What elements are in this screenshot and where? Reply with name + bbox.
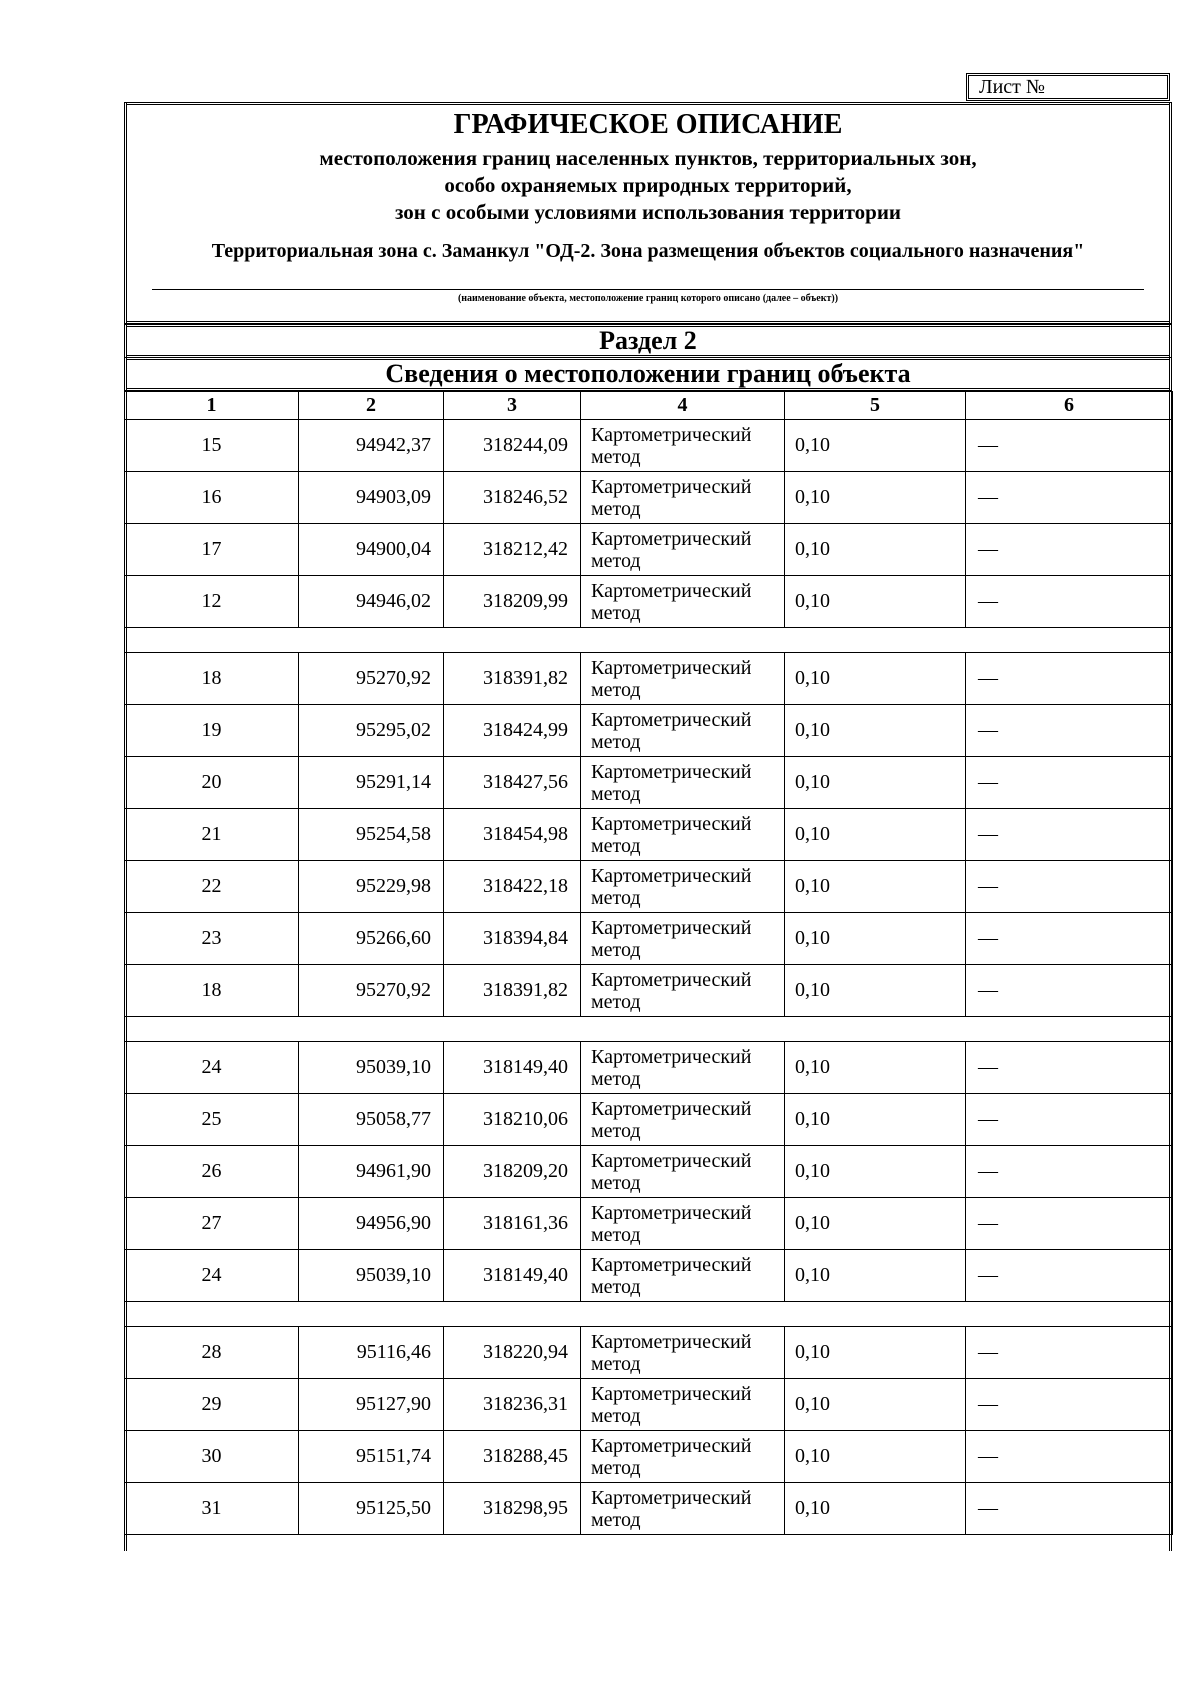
y-coordinate-cell: 318236,31 <box>444 1379 581 1431</box>
y-coordinate-cell: 318391,82 <box>444 965 581 1017</box>
subtitle-line: местоположения границ населенных пунктов, территориальных зон, <box>319 146 977 170</box>
method-cell: Картометрический метод <box>581 1094 785 1146</box>
table-row <box>125 861 1173 913</box>
method-cell: Картометрический метод <box>581 757 785 809</box>
point-number-cell: 29 <box>125 1379 299 1431</box>
accuracy-cell: 0,10 <box>785 1483 966 1535</box>
table-row <box>125 1483 1173 1535</box>
point-number-cell: 12 <box>125 576 299 628</box>
y-coordinate-cell: 318288,45 <box>444 1431 581 1483</box>
description-cell: — <box>966 1198 1173 1250</box>
point-number-cell: 26 <box>125 1146 299 1198</box>
contour-separator-row <box>125 1302 1173 1327</box>
y-coordinate-cell: 318149,40 <box>444 1042 581 1094</box>
accuracy-cell: 0,10 <box>785 1250 966 1302</box>
y-coordinate-cell: 318454,98 <box>444 809 581 861</box>
y-coordinate-cell: 318220,94 <box>444 1327 581 1379</box>
accuracy-cell: 0,10 <box>785 861 966 913</box>
section-subtitle: Сведения о местоположении границ объекта <box>124 357 1172 391</box>
x-coordinate-cell: 95229,98 <box>299 861 444 913</box>
y-coordinate-cell: 318149,40 <box>444 1250 581 1302</box>
method-cell: Картометрический метод <box>581 861 785 913</box>
accuracy-cell: 0,10 <box>785 965 966 1017</box>
y-coordinate-cell: 318391,82 <box>444 653 581 705</box>
table-row <box>125 420 1173 472</box>
table-row <box>125 524 1173 576</box>
table-row <box>125 576 1173 628</box>
description-cell: — <box>966 809 1173 861</box>
point-number-cell: 28 <box>125 1327 299 1379</box>
point-number-cell: 18 <box>125 653 299 705</box>
separator-cell <box>125 628 1173 653</box>
table-row <box>125 913 1173 965</box>
accuracy-cell: 0,10 <box>785 420 966 472</box>
method-cell: Картометрический метод <box>581 913 785 965</box>
description-cell: — <box>966 576 1173 628</box>
point-number-cell: 20 <box>125 757 299 809</box>
x-coordinate-cell: 95270,92 <box>299 965 444 1017</box>
y-coordinate-cell: 318244,09 <box>444 420 581 472</box>
accuracy-cell: 0,10 <box>785 1327 966 1379</box>
document-subtitle <box>127 145 1169 226</box>
separator-cell <box>125 1017 1173 1042</box>
y-coordinate-cell: 318427,56 <box>444 757 581 809</box>
point-number-cell: 15 <box>125 420 299 472</box>
y-coordinate-cell: 318209,99 <box>444 576 581 628</box>
y-coordinate-cell: 318424,99 <box>444 705 581 757</box>
description-cell: — <box>966 1327 1173 1379</box>
method-cell: Картометрический метод <box>581 1146 785 1198</box>
table-row <box>125 472 1173 524</box>
method-cell: Картометрический метод <box>581 653 785 705</box>
accuracy-cell: 0,10 <box>785 913 966 965</box>
x-coordinate-cell: 95151,74 <box>299 1431 444 1483</box>
method-cell: Картометрический метод <box>581 1379 785 1431</box>
x-coordinate-cell: 94946,02 <box>299 576 444 628</box>
x-coordinate-cell: 95127,90 <box>299 1379 444 1431</box>
description-cell: — <box>966 1094 1173 1146</box>
column-header: 4 <box>581 392 785 420</box>
point-number-cell: 23 <box>125 913 299 965</box>
method-cell: Картометрический метод <box>581 809 785 861</box>
document-header <box>124 102 1172 324</box>
x-coordinate-cell: 94961,90 <box>299 1146 444 1198</box>
x-coordinate-cell: 95058,77 <box>299 1094 444 1146</box>
method-cell: Картометрический метод <box>581 1250 785 1302</box>
point-number-cell: 16 <box>125 472 299 524</box>
accuracy-cell: 0,10 <box>785 809 966 861</box>
table-row <box>125 1250 1173 1302</box>
y-coordinate-cell: 318298,95 <box>444 1483 581 1535</box>
description-cell: — <box>966 1042 1173 1094</box>
table-row <box>125 1198 1173 1250</box>
point-number-cell: 18 <box>125 965 299 1017</box>
description-cell: — <box>966 913 1173 965</box>
description-cell: — <box>966 524 1173 576</box>
x-coordinate-cell: 95125,50 <box>299 1483 444 1535</box>
method-cell: Картометрический метод <box>581 705 785 757</box>
table-row <box>125 1146 1173 1198</box>
point-number-cell: 24 <box>125 1250 299 1302</box>
point-number-cell: 30 <box>125 1431 299 1483</box>
description-cell: — <box>966 1379 1173 1431</box>
accuracy-cell: 0,10 <box>785 576 966 628</box>
table-row <box>125 653 1173 705</box>
table-row <box>125 705 1173 757</box>
object-name: Территориальная зона с. Заманкул "ОД-2. Зона размещения объектов социального назначения" <box>211 240 1085 262</box>
x-coordinate-cell: 95291,14 <box>299 757 444 809</box>
sheet-number-label: Лист № <box>979 76 1045 98</box>
x-coordinate-cell: 95266,60 <box>299 913 444 965</box>
table-row <box>125 1379 1173 1431</box>
x-coordinate-cell: 95039,10 <box>299 1042 444 1094</box>
section-title: Раздел 2 <box>124 324 1172 358</box>
point-number-cell: 21 <box>125 809 299 861</box>
subtitle-line: особо охраняемых природных территорий, <box>444 173 852 197</box>
accuracy-cell: 0,10 <box>785 1146 966 1198</box>
table-row <box>125 809 1173 861</box>
accuracy-cell: 0,10 <box>785 653 966 705</box>
method-cell: Картометрический метод <box>581 524 785 576</box>
y-coordinate-cell: 318209,20 <box>444 1146 581 1198</box>
x-coordinate-cell: 95039,10 <box>299 1250 444 1302</box>
column-header: 6 <box>966 392 1173 420</box>
y-coordinate-cell: 318246,52 <box>444 472 581 524</box>
column-header: 5 <box>785 392 966 420</box>
description-cell: — <box>966 1250 1173 1302</box>
point-number-cell: 27 <box>125 1198 299 1250</box>
point-number-cell: 17 <box>125 524 299 576</box>
accuracy-cell: 0,10 <box>785 757 966 809</box>
description-cell: — <box>966 861 1173 913</box>
x-coordinate-cell: 95254,58 <box>299 809 444 861</box>
description-cell: — <box>966 653 1173 705</box>
point-number-cell: 24 <box>125 1042 299 1094</box>
description-cell: — <box>966 420 1173 472</box>
y-coordinate-cell: 318210,06 <box>444 1094 581 1146</box>
x-coordinate-cell: 95270,92 <box>299 653 444 705</box>
contour-separator-row <box>125 1017 1173 1042</box>
y-coordinate-cell: 318161,36 <box>444 1198 581 1250</box>
method-cell: Картометрический метод <box>581 1483 785 1535</box>
accuracy-cell: 0,10 <box>785 1379 966 1431</box>
point-number-cell: 19 <box>125 705 299 757</box>
x-coordinate-cell: 94903,09 <box>299 472 444 524</box>
separator-cell <box>125 1302 1173 1327</box>
accuracy-cell: 0,10 <box>785 1198 966 1250</box>
sheet-number-box <box>966 73 1170 101</box>
description-cell: — <box>966 472 1173 524</box>
table-header-row <box>125 392 1173 420</box>
y-coordinate-cell: 318212,42 <box>444 524 581 576</box>
description-cell: — <box>966 705 1173 757</box>
document-title: ГРАФИЧЕСКОЕ ОПИСАНИЕ <box>453 109 843 140</box>
x-coordinate-cell: 94956,90 <box>299 1198 444 1250</box>
column-header: 3 <box>444 392 581 420</box>
accuracy-cell: 0,10 <box>785 524 966 576</box>
table-row <box>125 757 1173 809</box>
table-row <box>125 1042 1173 1094</box>
accuracy-cell: 0,10 <box>785 1094 966 1146</box>
x-coordinate-cell: 94900,04 <box>299 524 444 576</box>
accuracy-cell: 0,10 <box>785 705 966 757</box>
point-number-cell: 25 <box>125 1094 299 1146</box>
y-coordinate-cell: 318422,18 <box>444 861 581 913</box>
x-coordinate-cell: 95116,46 <box>299 1327 444 1379</box>
description-cell: — <box>966 1431 1173 1483</box>
table-row <box>125 1327 1173 1379</box>
description-cell: — <box>966 757 1173 809</box>
accuracy-cell: 0,10 <box>785 1431 966 1483</box>
description-cell: — <box>966 1146 1173 1198</box>
description-cell: — <box>966 965 1173 1017</box>
table-row <box>125 965 1173 1017</box>
accuracy-cell: 0,10 <box>785 1042 966 1094</box>
table-row <box>125 1094 1173 1146</box>
subtitle-line: зон с особыми условиями использования территории <box>394 200 902 224</box>
point-number-cell: 31 <box>125 1483 299 1535</box>
object-caption: (наименование объекта, местоположение границ которого описано (далее – объект)) <box>457 293 839 304</box>
accuracy-cell: 0,10 <box>785 472 966 524</box>
table-body <box>125 420 1173 1535</box>
description-cell: — <box>966 1483 1173 1535</box>
method-cell: Картометрический метод <box>581 420 785 472</box>
method-cell: Картометрический метод <box>581 576 785 628</box>
column-header: 2 <box>299 392 444 420</box>
method-cell: Картометрический метод <box>581 1327 785 1379</box>
x-coordinate-cell: 95295,02 <box>299 705 444 757</box>
object-underline <box>152 289 1144 290</box>
contour-separator-row <box>125 628 1173 653</box>
method-cell: Картометрический метод <box>581 1042 785 1094</box>
method-cell: Картометрический метод <box>581 472 785 524</box>
column-header: 1 <box>125 392 299 420</box>
x-coordinate-cell: 94942,37 <box>299 420 444 472</box>
method-cell: Картометрический метод <box>581 1431 785 1483</box>
point-number-cell: 22 <box>125 861 299 913</box>
table-row <box>125 1431 1173 1483</box>
coordinates-table <box>124 391 1173 1535</box>
method-cell: Картометрический метод <box>581 965 785 1017</box>
y-coordinate-cell: 318394,84 <box>444 913 581 965</box>
method-cell: Картометрический метод <box>581 1198 785 1250</box>
